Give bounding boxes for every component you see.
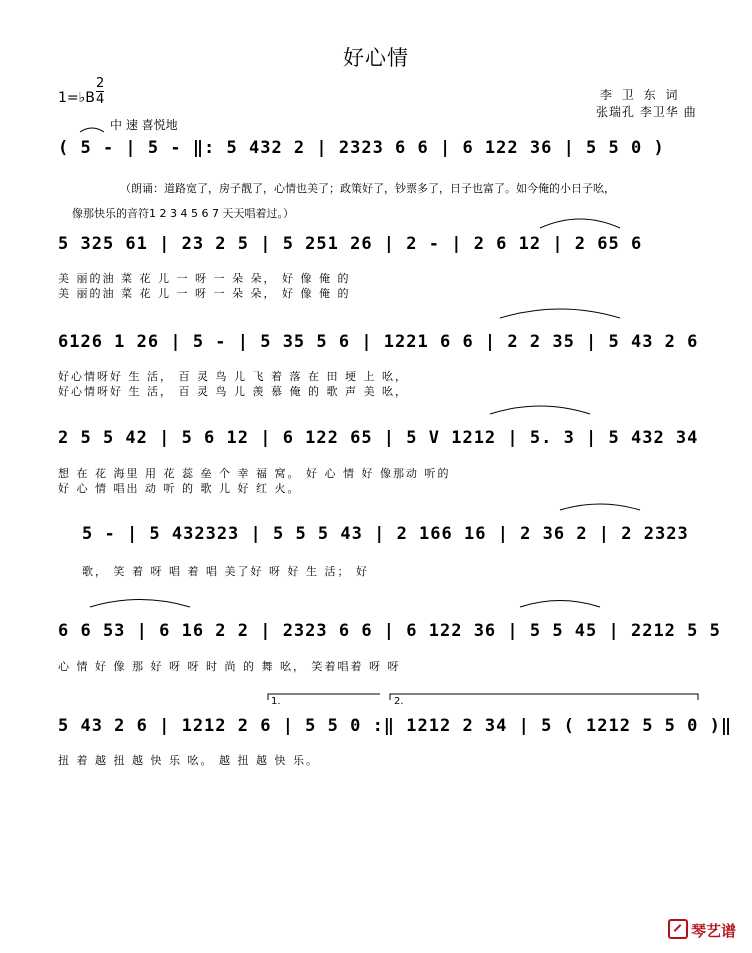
page-title: 好心情 [343, 46, 409, 70]
notation-line: 5 325 61 | 23 2 5 | 5 251 26 | 2 - | 2 6 12 | 2 65 6 [58, 234, 643, 254]
narration-line-2: 像那快乐的音符1 2 3 4 5 6 7 天天唱着过。） [72, 207, 294, 220]
time-sig-denominator: 4 [96, 92, 105, 107]
lyricist-credit: 李 卫 东 词 [600, 88, 681, 102]
notation-line: 6 6 53 | 6 16 2 2 | 2323 6 6 | 6 122 36 | 5 5 45 | 2212 5 5 [58, 621, 721, 641]
lyric-line: 美 丽的油 菜 花 儿 一 呀 一 朵 朵， 好 像 俺 的 [58, 272, 351, 285]
lyric-line: 歌， 笑 着 呀 唱 着 唱 美了好 呀 好 生 活； 好 [82, 565, 369, 578]
slur-arc [500, 309, 620, 318]
slur-arc [90, 600, 190, 608]
time-sig-numerator: 2 [96, 76, 105, 91]
slur-arc [560, 504, 640, 510]
logo-text: 琴艺谱 [690, 922, 736, 940]
second-ending-label: 2. [394, 696, 404, 707]
logo-icon [668, 919, 688, 939]
second-ending-bracket [390, 694, 698, 700]
fermata-arc [80, 128, 104, 132]
notation-line: 5 43 2 6 | 1212 2 6 | 5 5 0 :‖ 1212 2 34 | 5 ( 1212 5 5 0 )‖ [58, 716, 733, 736]
slur-arc [540, 219, 620, 228]
notation-line: 5 - | 5 432323 | 5 5 5 43 | 2 166 16 | 2 36 2 | 2 2323 [82, 524, 689, 544]
notation-line: 2 5 5 42 | 5 6 12 | 6 122 65 | 5 V 1212 | 5. 3 | 5 432 34 [58, 428, 699, 448]
composer-credit: 张瑞孔 李卫华 曲 [596, 105, 697, 119]
first-ending-bracket [268, 694, 380, 700]
first-ending-label: 1. [271, 696, 281, 707]
notation-line: 6126 1 26 | 5 - | 5 35 5 6 | 1221 6 6 | 2 2 35 | 5 43 2 6 [58, 332, 699, 352]
lyric-line: 心 情 好 像 那 好 呀 呀 时 尚 的 舞 吆， 笑着唱着 呀 呀 [58, 660, 401, 673]
lyric-line: 好心情呀好 生 活， 百 灵 鸟 儿 羡 慕 俺 的 歌 声 美 吆， [58, 385, 408, 398]
site-logo [668, 919, 736, 941]
narration-line-1: （朗诵：道路宽了，房子靓了，心情也美了；政策好了，钞票多了，日子也富了。如今俺的小日子吆， [120, 182, 615, 195]
tempo-marking: 中 速 喜悦地 [110, 118, 178, 132]
notation-line: ( 5 - | 5 - ‖: 5 432 2 | 2323 6 6 | 6 122 36 | 5 5 0 ) [58, 138, 665, 158]
lyric-line: 扭 着 越 扭 越 快 乐 吆。 越 扭 越 快 乐。 [58, 754, 319, 767]
key-signature: 1=♭B [58, 90, 95, 106]
slur-arc [490, 406, 590, 414]
lyric-line: 美 丽的油 菜 花 儿 一 呀 一 朵 朵， 好 像 俺 的 [58, 287, 351, 300]
lyric-line: 好 心 情 唱出 动 听 的 歌 儿 好 红 火。 [58, 482, 301, 495]
lyric-line: 想 在 花 海里 用 花 蕊 垒 个 幸 福 窝。 好 心 情 好 像那动 听的 [58, 467, 451, 480]
lyric-line: 好心情呀好 生 活， 百 灵 鸟 儿 飞 着 落 在 田 埂 上 吆， [58, 370, 408, 383]
slur-arc [520, 601, 600, 608]
